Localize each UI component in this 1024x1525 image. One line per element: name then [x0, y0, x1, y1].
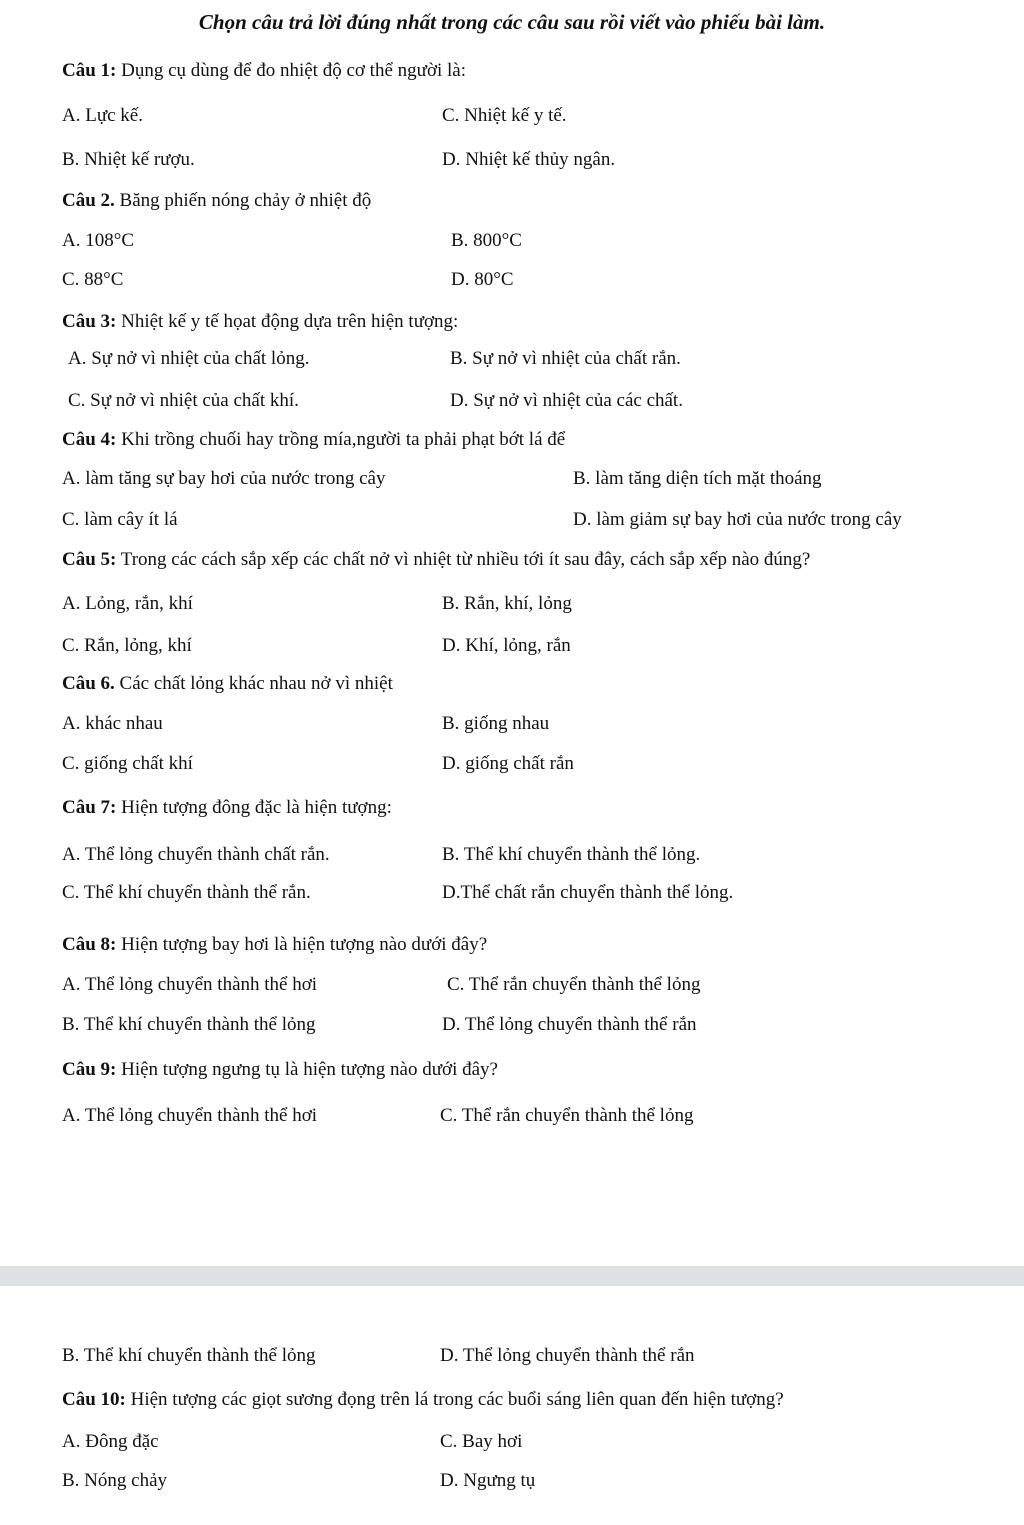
option: C. Thể rắn chuyển thành thể lỏng [447, 974, 701, 995]
option: C. Rắn, lỏng, khí [62, 635, 192, 656]
option: B. Nóng chảy [62, 1470, 168, 1491]
question-text: Hiện tượng các giọt sương đọng trên lá trong các buổi sáng liên quan đến hiện tượng? [125, 1389, 784, 1410]
question-2 [62, 189, 371, 213]
option: D. Ngưng tụ [440, 1470, 536, 1491]
option: A. Thể lỏng chuyển thành thể hơi [62, 974, 318, 995]
option: A. Lực kế. [62, 105, 143, 126]
question-1 [62, 59, 466, 83]
question-text: Hiện tượng bay hơi là hiện tượng nào dưới đây? [116, 934, 488, 955]
option: B. 800°C [451, 230, 522, 251]
option: B. Nhiệt kế rượu. [62, 149, 195, 170]
question-text: Khi trồng chuối hay trồng mía,người ta phải phạt bớt lá để [116, 429, 566, 450]
option: C. Bay hơi [440, 1431, 523, 1452]
question-label: Câu 1: [62, 60, 117, 81]
question-text: Hiện tượng ngưng tụ là hiện tượng nào dưới đây? [116, 1059, 498, 1080]
option: B. Sự nở vì nhiệt của chất rắn. [450, 348, 681, 369]
option: D. giống chất rắn [442, 753, 574, 774]
option: D. Sự nở vì nhiệt của các chất. [450, 390, 683, 411]
instruction-title: Chọn câu trả lời đúng nhất trong các câu sau rồi viết vào phiếu bài làm. [198, 10, 826, 34]
question-7 [62, 796, 392, 820]
question-8 [62, 933, 487, 957]
option: D.Thể chất rắn chuyển thành thể lỏng. [442, 882, 734, 903]
question-9 [62, 1058, 498, 1082]
question-label: Câu 9: [62, 1059, 117, 1080]
option: C. 88°C [62, 269, 124, 290]
question-6 [62, 672, 393, 696]
option: B. Thể khí chuyển thành thể lỏng. [442, 844, 701, 865]
option: B. giống nhau [442, 713, 550, 734]
option: D. làm giảm sự bay hơi của nước trong cây [573, 509, 902, 530]
question-label: Câu 4: [62, 429, 117, 450]
option: A. làm tăng sự bay hơi của nước trong cây [62, 468, 386, 489]
option: C. Thể khí chuyển thành thể rắn. [62, 882, 311, 903]
option: D. Thể lỏng chuyển thành thể rắn [442, 1014, 697, 1035]
question-text: Hiện tượng đông đặc là hiện tượng: [116, 797, 392, 818]
option: A. Lỏng, rắn, khí [62, 593, 193, 614]
question-label: Câu 5: [62, 549, 117, 570]
option: A. Sự nở vì nhiệt của chất lỏng. [68, 348, 310, 369]
option: B. Rắn, khí, lỏng [442, 593, 572, 614]
option: A. khác nhau [62, 713, 163, 734]
question-text: Các chất lỏng khác nhau nở vì nhiệt [114, 673, 393, 694]
question-label: Câu 7: [62, 797, 117, 818]
option: B. Thể khí chuyển thành thể lỏng [62, 1014, 316, 1035]
page-break-divider [0, 1266, 1024, 1286]
option: D. 80°C [451, 269, 514, 290]
option: C. Nhiệt kế y tế. [442, 105, 567, 126]
option: A. 108°C [62, 230, 134, 251]
question-text: Dụng cụ dùng để đo nhiệt độ cơ thể người là: [116, 60, 467, 81]
question-label: Câu 8: [62, 934, 117, 955]
option: B. Thể khí chuyển thành thể lỏng [62, 1345, 316, 1366]
option: A. Thể lỏng chuyển thành thể hơi [62, 1105, 318, 1126]
question-label: Câu 2. [62, 190, 115, 211]
question-text: Nhiệt kế y tế họat động dựa trên hiện tượng: [116, 311, 459, 332]
option: C. làm cây ít lá [62, 509, 178, 530]
question-label: Câu 6. [62, 673, 115, 694]
question-text: Trong các cách sắp xếp các chất nở vì nhiệt từ nhiều tới ít sau đây, cách sắp xếp nào đúng? [116, 549, 811, 570]
question-5 [62, 548, 810, 572]
option: D. Khí, lỏng, rắn [442, 635, 571, 656]
option: A. Đông đặc [62, 1431, 159, 1452]
question-3 [62, 310, 458, 334]
option: B. làm tăng diện tích mặt thoáng [573, 468, 822, 489]
question-label: Câu 10: [62, 1389, 126, 1410]
option: C. Sự nở vì nhiệt của chất khí. [68, 390, 299, 411]
option: C. Thể rắn chuyển thành thể lỏng [440, 1105, 694, 1126]
question-label: Câu 3: [62, 311, 117, 332]
option: D. Nhiệt kế thủy ngân. [442, 149, 616, 170]
question-text: Băng phiến nóng chảy ở nhiệt độ [114, 190, 372, 211]
question-4 [62, 428, 565, 452]
option: C. giống chất khí [62, 753, 193, 774]
option: A. Thể lỏng chuyển thành chất rắn. [62, 844, 330, 865]
option: D. Thể lỏng chuyển thành thể rắn [440, 1345, 695, 1366]
question-10 [62, 1388, 784, 1412]
